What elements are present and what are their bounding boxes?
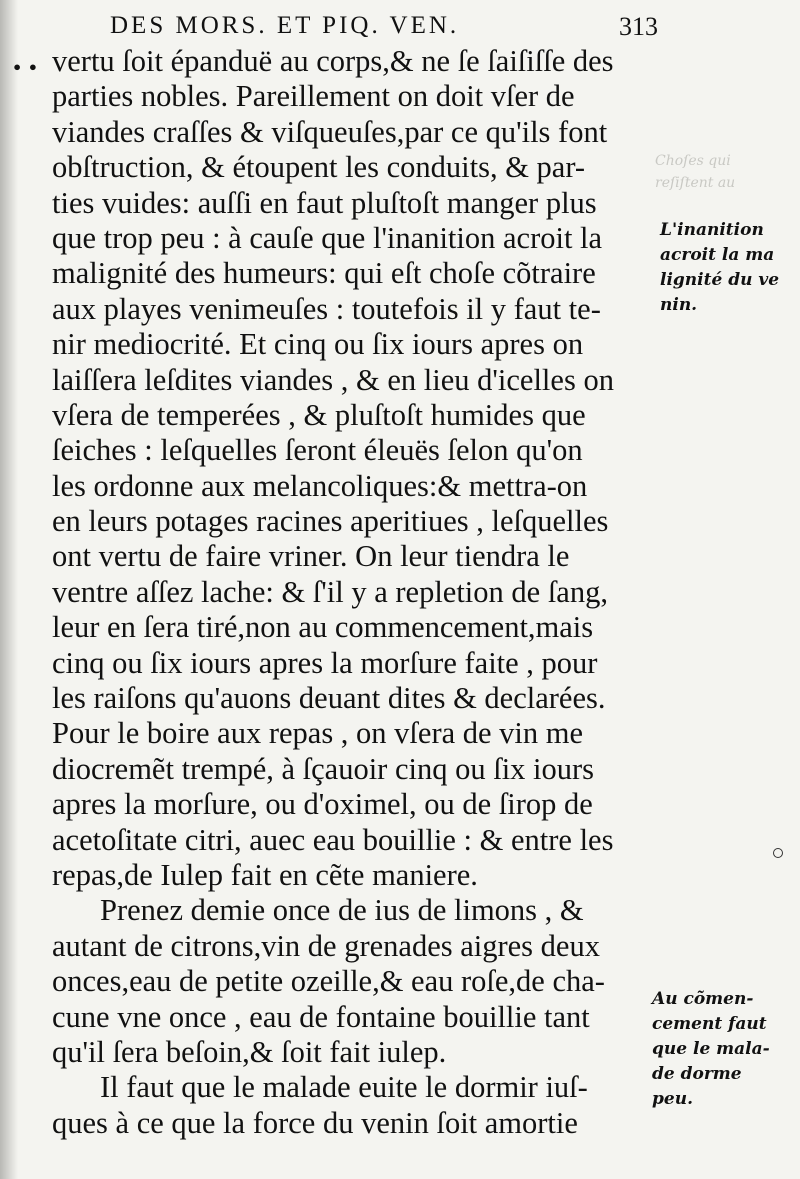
page-gutter-shadow [0,0,18,1179]
text-line: onces,eau de petite ozeille,& eau roſe,de cha- [52,964,605,999]
text-line: ont vertu de faire vriner. On leur tiendra le [52,539,570,574]
margin-note-line: nin. [660,295,698,315]
page-number: 313 [619,12,658,41]
text-line: vertu ſoit épanduë au corps,& ne ſe ſaiſiſſe des [52,44,614,78]
margin-note-line: de dorme [652,1064,742,1084]
text-line: qu'il ſera beſoin,& ſoit fait iulep. [52,1034,447,1069]
text-line: que trop peu : à cauſe que l'inanition acroit la [52,220,603,255]
bleed-line: Choſes qui [655,153,731,169]
running-title: DES MORS. ET PIQ. VEN. [110,12,460,39]
circle-mark-icon [773,848,783,858]
bleed-line: reſiſtent au [655,175,736,191]
text-line: nir mediocrité. Et cinq ou ſix iours apres on [52,327,584,362]
margin-note-line: acroit la ma [660,245,775,265]
text-line: les ordonne aux melancoliques:& mettra-on [52,468,588,503]
margin-dots-mark: • • [12,58,39,77]
text-line: cinq ou ſix iours apres la morſure faite , pour [52,645,598,680]
text-line: ſeiches : leſquelles ſeront éleuës ſelon qu'on [52,433,583,468]
margin-note-line: Au cõmen- [652,989,754,1009]
margin-note-line: que le mala- [652,1039,770,1059]
text-line: parties nobles. Pareillement on doit vſer de [52,79,575,114]
text-line: aux playes venimeuſes : toutefois il y faut te- [52,291,601,326]
text-line: en leurs potages racines aperitiues , leſquelles [52,504,609,539]
text-line: ties vuides: auſſi en faut pluſtoſt manger plus [52,185,597,220]
text-line-indented: Prenez demie once de ius de limons , & [100,893,584,928]
margin-note-line: peu. [652,1089,693,1109]
bleed-through-text [655,150,735,194]
running-header [110,8,670,44]
text-line: laiſſera leſdites viandes , & en lieu d'icelles on [52,362,614,397]
text-line-indented: Il faut que le malade euite le dormir iuſ- [100,1070,588,1105]
margin-note-inanition [660,218,779,318]
margin-note-line: lignité du ve [660,270,780,290]
text-line: apres la morſure, ou d'oximel, ou de ſirop de [52,787,593,822]
margin-note-line: L'inanition [660,220,764,240]
text-line: acetoſitate citri, auec eau bouillie : & entre les [52,822,614,857]
text-line: diocremẽt trempé, à ſçauoir cinq ou ſix iours [52,751,595,786]
text-line: malignité des humeurs: qui eſt choſe cõtraire [52,256,596,291]
text-line: ventre aſſez lache: & ſ'il y a repletion de ſang, [52,574,608,609]
main-text-block [52,44,652,1141]
margin-note-dormir [652,987,770,1112]
text-line: leur en ſera tiré,non au commencement,mais [52,610,594,645]
text-line: viandes craſſes & viſqueuſes,par ce qu'ils font [52,114,608,149]
text-line: vſera de temperées , & pluſtoſt humides que [52,397,586,432]
text-line: ques à ce que la force du venin ſoit amortie [52,1105,578,1140]
margin-note-line: cement faut [652,1014,767,1034]
text-line: cune vne once , eau de fontaine bouillie tant [52,999,590,1034]
text-line: les raiſons qu'auons deuant dites & declarées. [52,681,606,716]
text-line: Pour le boire aux repas , on vſera de vin me [52,716,584,751]
text-line: repas,de Iulep fait en cẽte maniere. [52,857,478,892]
text-line: autant de citrons,vin de grenades aigres deux [52,928,600,963]
text-line: obſtruction, & étoupent les conduits, & par- [52,150,586,185]
